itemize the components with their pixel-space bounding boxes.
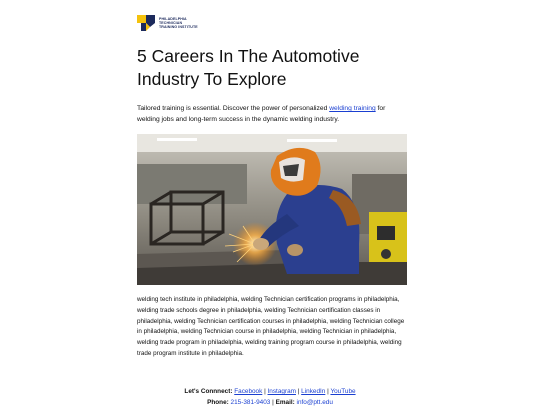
separator: | [262,388,267,395]
logo-line-1: PHILADELPHIA [159,17,198,21]
linkedin-link[interactable]: LinkedIn [301,388,325,395]
intro-text-end: for welding jobs and long-term success in the dynamic welding industry. [137,105,385,123]
keywords-paragraph: welding tech institute in philadelphia, welding Technician certification programs in philadelphia, welding trade schools degree in philadelphia, welding Technician certification classes in philadelphia, welding Technician certification courses in philadelphia, welding Technician college in philadelphia, welding Technician course in philadelphia, welding Technician in philadelphia, welding trade program in philadelphia, welding training program course in philadelphia, welding trade program institute in philadelphia. [137,295,407,360]
email-link[interactable]: info@ptt.edu [297,399,333,406]
ptti-logo-icon [137,14,155,32]
separator: | [325,388,330,395]
logo-wordmark [159,17,198,30]
logo-line-3: TRAINING INSTITUTE [159,25,198,29]
youtube-link[interactable]: YouTube [330,388,355,395]
intro-text-start: Tailored training is essential. Discover the power of personalized [137,105,329,112]
phone-link[interactable]: 215-381-9403 [231,399,271,406]
contact-row [0,398,540,408]
phone-label: Phone: [207,399,229,406]
connect-label: Let's Connnect: [184,388,232,395]
email-content [137,14,407,360]
facebook-link[interactable]: Facebook [234,388,262,395]
logo[interactable] [137,14,407,32]
instagram-link[interactable]: Instagram [268,388,296,395]
separator: | [270,399,275,406]
logo-line-2: TECHNICIAN [159,21,198,25]
article-title: 5 Careers In The Automotive Industry To Explore [137,45,407,91]
welding-training-link[interactable]: welding training [329,105,375,112]
welder-photo [137,134,407,285]
intro-paragraph [137,104,407,125]
social-links-row [0,387,540,398]
email-label: Email: [276,399,295,406]
separator: | [296,388,301,395]
